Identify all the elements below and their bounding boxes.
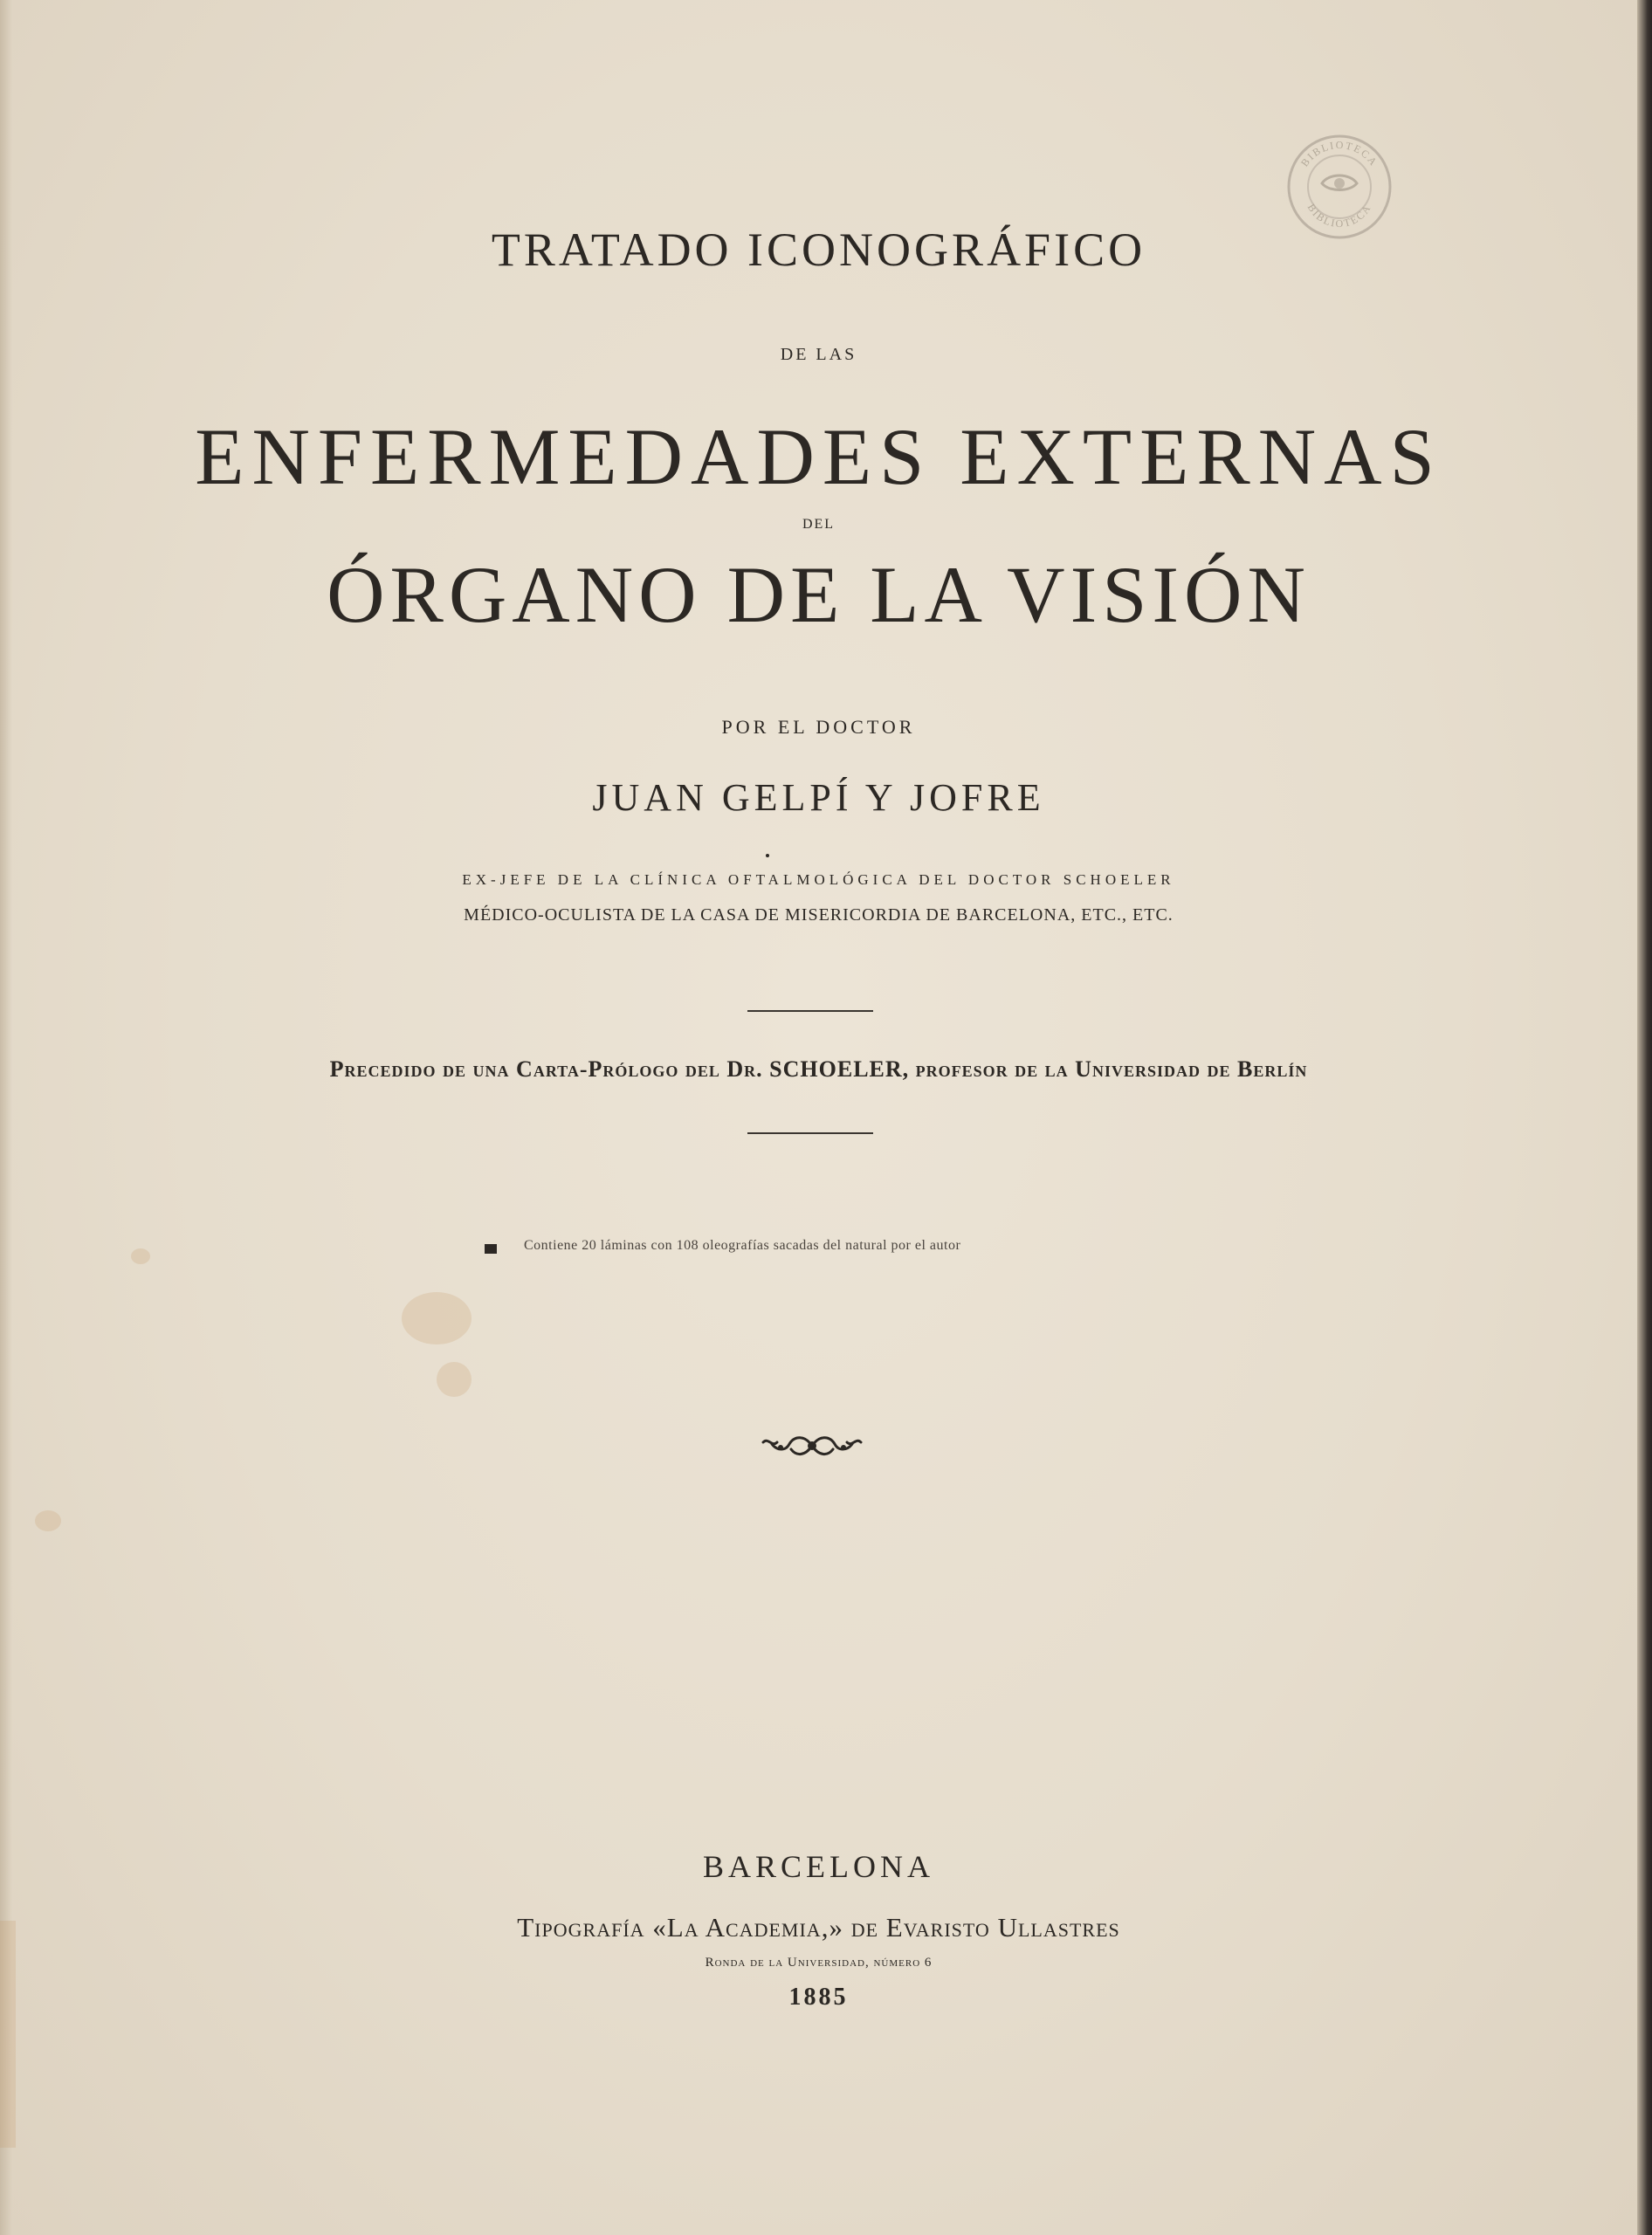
stamp-text-bottom: BIBLIOTECA — [1304, 201, 1374, 230]
imprint-address: Ronda de la Universidad, número 6 — [705, 1956, 933, 1970]
preface-note: Precedido de una Carta-Prólogo del Dr. SCHOELER, profesor de la Universidad de Berlín — [329, 1056, 1308, 1082]
author-credential-2: MÉDICO-OCULISTA DE LA CASA DE MISERICORDIA DE BARCELONA, ETC., ETC. — [464, 905, 1174, 925]
title-line-4: DEL — [802, 517, 836, 532]
foxing-stain — [0, 1921, 16, 2148]
title-line-3: ENFERMEDADES EXTERNAS — [195, 412, 1442, 501]
byline-intro: POR EL DOCTOR — [721, 716, 916, 738]
svg-text:BIBLIOTECA — [1305, 202, 1374, 230]
floral-vignette-icon — [760, 1428, 864, 1463]
square-bullet-icon — [485, 1244, 497, 1254]
foxing-stain — [437, 1362, 472, 1397]
imprint-printer: Tipografía «La Academia,» de Evaristo Ullastres — [517, 1912, 1120, 1943]
svg-text:BIBLIOTECA — [1298, 139, 1380, 168]
title-line-5: ÓRGANO DE LA VISIÓN — [327, 550, 1311, 639]
author-credential-1: EX-JEFE DE LA CLÍNICA OFTALMOLÓGICA DEL DOCTOR SCHOELER — [462, 871, 1175, 888]
page-left-edge — [0, 0, 12, 2235]
title-line-1: TRATADO ICONOGRÁFICO — [491, 224, 1146, 276]
book-spine-edge — [1637, 0, 1652, 2235]
title-line-2: DE LAS — [780, 345, 857, 364]
foxing-stain — [131, 1248, 150, 1264]
decorative-dot — [766, 854, 769, 857]
contents-note: Contiene 20 láminas con 108 oleografías sacadas del natural por el autor — [524, 1238, 961, 1253]
imprint-year: 1885 — [788, 1984, 849, 2011]
library-stamp-icon — [1284, 131, 1395, 243]
imprint-city: BARCELONA — [702, 1849, 934, 1884]
stamp-text-top: BIBLIOTECA — [1298, 138, 1380, 169]
divider-rule-top — [747, 1010, 873, 1012]
author-name: JUAN GELPÍ Y JOFRE — [592, 776, 1045, 819]
divider-rule-bottom — [747, 1132, 873, 1134]
foxing-stain — [402, 1292, 472, 1344]
foxing-stain — [35, 1510, 61, 1531]
